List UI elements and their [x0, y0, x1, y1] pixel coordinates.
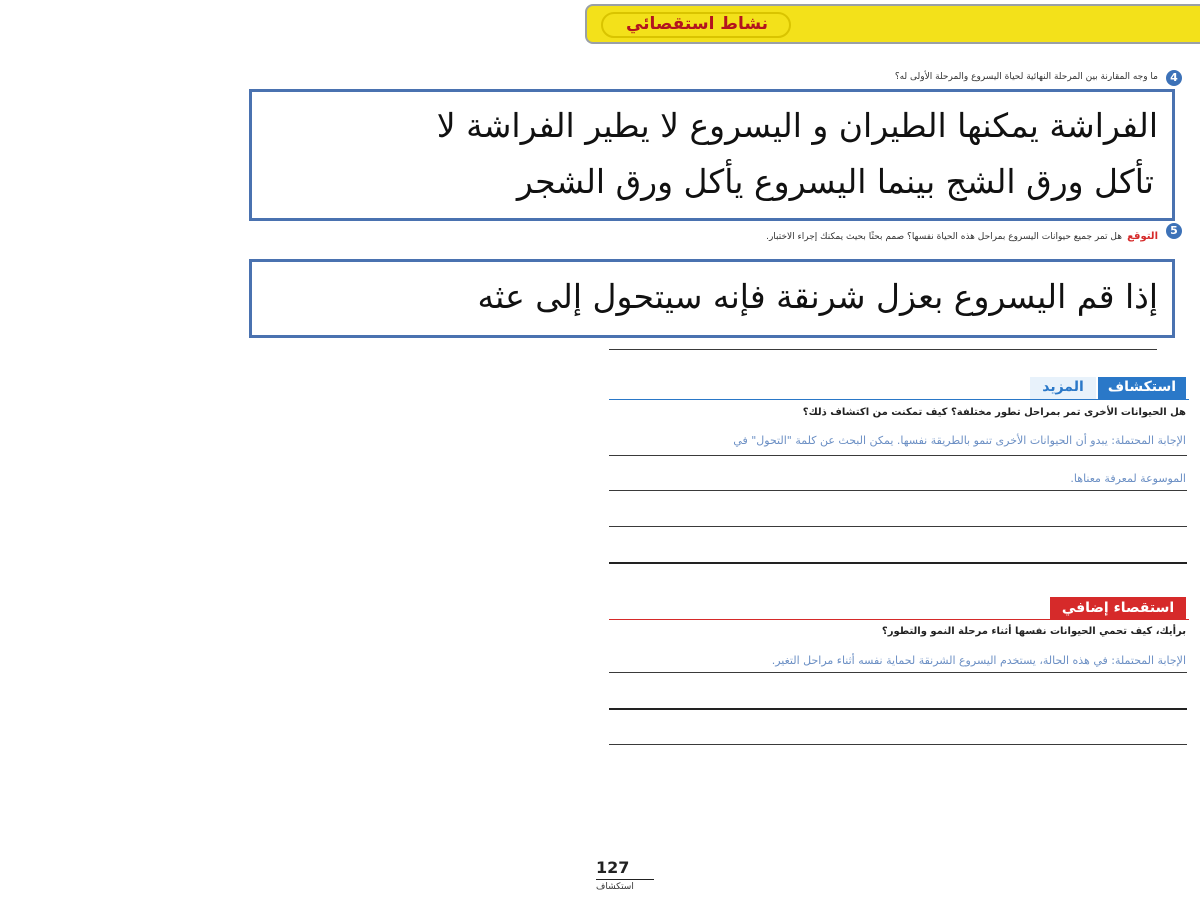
extra-inquiry-question: برأيك، كيف تحمي الحيوانات نفسها أثناء مرحلة النمو والتطور؟ — [881, 626, 1186, 637]
explore-label: استكشاف — [1098, 377, 1186, 399]
answer-box-2 — [249, 259, 1175, 338]
explore-more-header — [1030, 377, 1186, 399]
question-5-line — [578, 224, 1158, 243]
extra-inquiry-label: استقصاء إضافي — [1050, 597, 1186, 619]
answer-1-line-1: الفراشة يمكنها الطيران و اليسروع لا يطير الفراشة لا — [436, 106, 1158, 145]
more-label: المزيد — [1030, 377, 1096, 399]
activity-banner — [585, 4, 1200, 44]
answer-1-line-2: تأكل ورق الشج بينما اليسروع يأكل ورق الشجر — [516, 162, 1154, 201]
question-5-text: هل تمر جميع حيوانات اليسروع بمراحل هذه الحياة نفسها؟ صمم بحثًا بحيث يمكنك إجراء الاختبار. — [766, 232, 1122, 242]
footer-section-label: استكشاف — [596, 882, 634, 892]
footer-rule — [596, 879, 654, 880]
extra-rule-3 — [609, 744, 1187, 745]
extra-rule-1 — [609, 672, 1187, 673]
explore-answer-line-2: الموسوعة لمعرفة معناها. — [1070, 472, 1186, 485]
answer-2-text: إذا قم اليسروع بعزل شرنقة فإنه سيتحول إلى عثه — [477, 277, 1158, 316]
question-4-text: ما وجه المقارنة بين المرحلة النهائية لحياة اليسروع والمرحلة الأولى له؟ — [894, 72, 1158, 82]
page-number: 127 — [596, 858, 630, 877]
explore-rule-1 — [609, 455, 1187, 456]
explore-question: هل الحيوانات الأخرى تمر بمراحل تطور مختلفة؟ كيف تمكنت من اكتشاف ذلك؟ — [802, 407, 1186, 418]
question-5-label: التوقع — [1127, 231, 1158, 242]
answer-line — [609, 349, 1157, 350]
answer-box-1 — [249, 89, 1175, 221]
explore-answer-line-1: الإجابة المحتملة: يبدو أن الحيوانات الأخرى تنمو بالطريقة نفسها. يمكن البحث عن كلمة "التحول" في — [733, 434, 1186, 447]
explore-rule-4 — [609, 562, 1187, 564]
extra-inquiry-answer: الإجابة المحتملة: في هذه الحالة، يستخدم اليسروع الشرنقة لحماية نفسه أثناء مراحل التغير. — [771, 654, 1186, 667]
extra-rule-2 — [609, 708, 1187, 710]
banner-title: نشاط استقصائي — [625, 14, 769, 34]
explore-underline — [609, 399, 1189, 400]
question-5-number: 5 — [1166, 223, 1182, 239]
explore-rule-2 — [609, 490, 1187, 491]
explore-rule-3 — [609, 526, 1187, 527]
extra-inquiry-underline — [609, 619, 1189, 620]
question-4-number: 4 — [1166, 70, 1182, 86]
